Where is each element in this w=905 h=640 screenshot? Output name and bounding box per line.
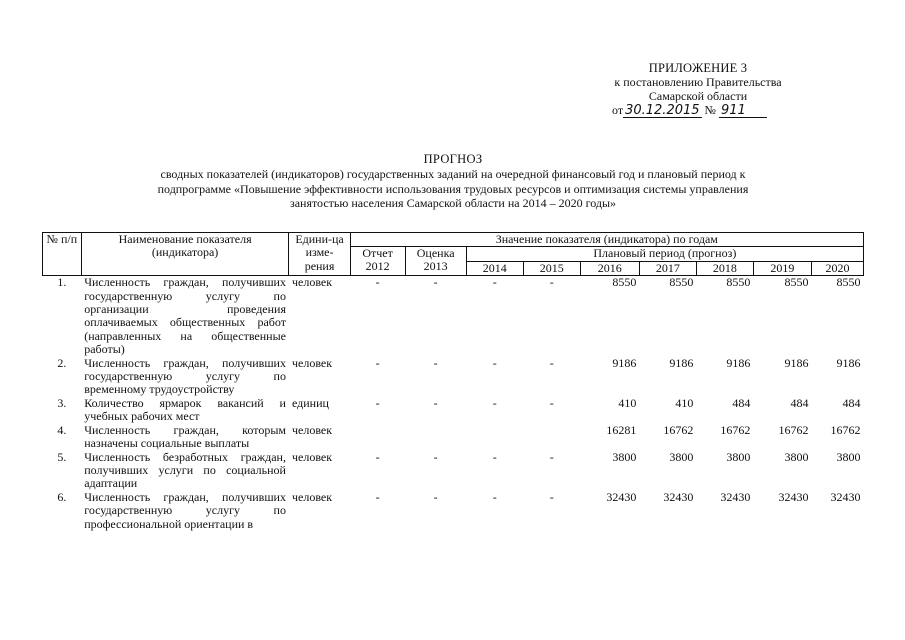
value-cell: 8550 bbox=[612, 275, 637, 290]
heading-line-3: занятостью населения Самарской области на 2014 – 2020 годы» bbox=[289, 196, 617, 211]
row-number: 2. bbox=[57, 355, 67, 370]
value-cell: 3800 bbox=[669, 449, 694, 464]
value-cell bbox=[466, 424, 523, 451]
header-year: 2016 bbox=[580, 261, 639, 275]
value-cell: - bbox=[549, 395, 554, 410]
value-cell: 3800 bbox=[784, 449, 809, 464]
value-cell bbox=[405, 424, 466, 451]
header-year: 2017 bbox=[639, 261, 696, 275]
value-cell: 8550 bbox=[836, 275, 861, 290]
value-cell: 32430 bbox=[606, 489, 637, 504]
header-num: № п/п bbox=[43, 233, 82, 276]
value-cell: 484 bbox=[842, 395, 861, 410]
value-cell: - bbox=[492, 395, 497, 410]
row-number: 4. bbox=[57, 422, 67, 437]
value-cell: - bbox=[433, 449, 438, 464]
value-cell: 16762 bbox=[778, 422, 809, 437]
value-cell bbox=[523, 424, 580, 451]
value-cell: 32430 bbox=[830, 489, 861, 504]
unit-cell: человек bbox=[291, 355, 333, 370]
appendix-date-line bbox=[598, 103, 798, 118]
value-cell: 484 bbox=[790, 395, 809, 410]
header-unit: Едини-ца изме-рения bbox=[289, 233, 350, 276]
value-cell: - bbox=[433, 395, 438, 410]
table-row bbox=[43, 491, 864, 531]
unit-cell: человек bbox=[291, 489, 333, 504]
handwritten-date: 30.12.2015 bbox=[625, 103, 700, 118]
value-cell: 16762 bbox=[663, 422, 694, 437]
row-number: 6. bbox=[57, 489, 67, 504]
indicator-name: Численность граждан, получивших государственную услугу по организации проведения оплачиваемых общественных работ (направленных на общественные работы) bbox=[84, 275, 286, 357]
header-year: 2020 bbox=[811, 261, 863, 275]
value-cell: 3800 bbox=[836, 449, 861, 464]
value-cell: - bbox=[375, 449, 380, 464]
value-cell: 8550 bbox=[726, 275, 751, 290]
value-cell: - bbox=[375, 395, 380, 410]
table-row bbox=[43, 424, 864, 451]
value-cell: 16762 bbox=[830, 422, 861, 437]
indicators-table bbox=[42, 232, 864, 531]
indicator-name: Численность безработных граждан, получивших услуги по социальной адаптации bbox=[84, 449, 286, 491]
from-label: от bbox=[612, 103, 624, 117]
value-cell: - bbox=[549, 355, 554, 370]
unit-cell: человек bbox=[291, 422, 333, 437]
appendix-line-2: Самарской области bbox=[648, 89, 748, 103]
header-name: Наименование показателя (индикатора) bbox=[81, 233, 289, 276]
table-row bbox=[43, 357, 864, 397]
value-cell bbox=[350, 424, 405, 451]
table-row bbox=[43, 276, 864, 357]
header-report: Отчет 2012 bbox=[350, 247, 405, 276]
value-cell: 410 bbox=[618, 395, 637, 410]
value-cell: 9186 bbox=[836, 355, 861, 370]
header-values-group: Значение показателя (индикатора) по годам bbox=[350, 233, 863, 247]
value-cell: 9186 bbox=[612, 355, 637, 370]
value-cell: - bbox=[433, 275, 438, 290]
unit-cell: человек bbox=[291, 275, 333, 290]
value-cell: - bbox=[492, 275, 497, 290]
indicator-name: Численность граждан, которым назначены социальные выплаты bbox=[84, 422, 286, 451]
value-cell: 9186 bbox=[726, 355, 751, 370]
value-cell: - bbox=[492, 355, 497, 370]
value-cell: - bbox=[492, 449, 497, 464]
row-number: 5. bbox=[57, 449, 67, 464]
header-year: 2018 bbox=[696, 261, 753, 275]
value-cell: 9186 bbox=[669, 355, 694, 370]
indicator-name: Количество ярмарок вакансий и учебных рабочих мест bbox=[84, 395, 286, 424]
value-cell: - bbox=[433, 489, 438, 504]
value-cell: - bbox=[375, 275, 380, 290]
value-cell: 16281 bbox=[606, 422, 637, 437]
value-cell: 8550 bbox=[669, 275, 694, 290]
heading-line-1: сводных показателей (индикаторов) государственных заданий на очередной финансовый год и плановый период к bbox=[160, 166, 746, 181]
value-cell: 410 bbox=[675, 395, 694, 410]
header-planned: Плановый период (прогноз) bbox=[466, 247, 863, 261]
heading-title: ПРОГНОЗ bbox=[423, 152, 483, 166]
table-row bbox=[43, 397, 864, 424]
value-cell: 32430 bbox=[720, 489, 751, 504]
header-year: 2014 bbox=[466, 261, 523, 275]
value-cell: 3800 bbox=[726, 449, 751, 464]
unit-cell: человек bbox=[291, 449, 333, 464]
appendix-line-1: к постановлению Правительства bbox=[614, 75, 782, 89]
value-cell: 32430 bbox=[778, 489, 809, 504]
value-cell: 9186 bbox=[784, 355, 809, 370]
indicator-name: Численность граждан, получивших государственную услугу по временному трудоустройству bbox=[84, 355, 286, 397]
value-cell: - bbox=[549, 449, 554, 464]
value-cell: 3800 bbox=[612, 449, 637, 464]
value-cell: 8550 bbox=[784, 275, 809, 290]
unit-cell: единиц bbox=[291, 395, 329, 410]
value-cell: 16762 bbox=[720, 422, 751, 437]
indicator-name: Численность граждан, получивших государственную услугу по профессиональной ориентации в bbox=[84, 489, 286, 531]
appendix-block bbox=[598, 61, 798, 118]
row-number: 1. bbox=[57, 275, 67, 290]
number-label: № bbox=[704, 103, 716, 117]
table-row bbox=[43, 451, 864, 491]
document-heading bbox=[88, 152, 818, 211]
header-year: 2015 bbox=[523, 261, 580, 275]
appendix-title: ПРИЛОЖЕНИЕ 3 bbox=[648, 61, 748, 75]
heading-line-2: подпрограмме «Повышение эффективности использования трудовых ресурсов и оптимизация системы управления bbox=[157, 181, 749, 196]
value-cell: 32430 bbox=[663, 489, 694, 504]
value-cell: 484 bbox=[732, 395, 751, 410]
value-cell: - bbox=[375, 489, 380, 504]
handwritten-number: 911 bbox=[719, 105, 767, 118]
value-cell: - bbox=[549, 275, 554, 290]
value-cell: - bbox=[549, 489, 554, 504]
row-number: 3. bbox=[57, 395, 67, 410]
value-cell: - bbox=[433, 355, 438, 370]
header-year: 2019 bbox=[753, 261, 811, 275]
header-estimate: Оценка 2013 bbox=[405, 247, 466, 276]
value-cell: - bbox=[375, 355, 380, 370]
value-cell: - bbox=[492, 489, 497, 504]
